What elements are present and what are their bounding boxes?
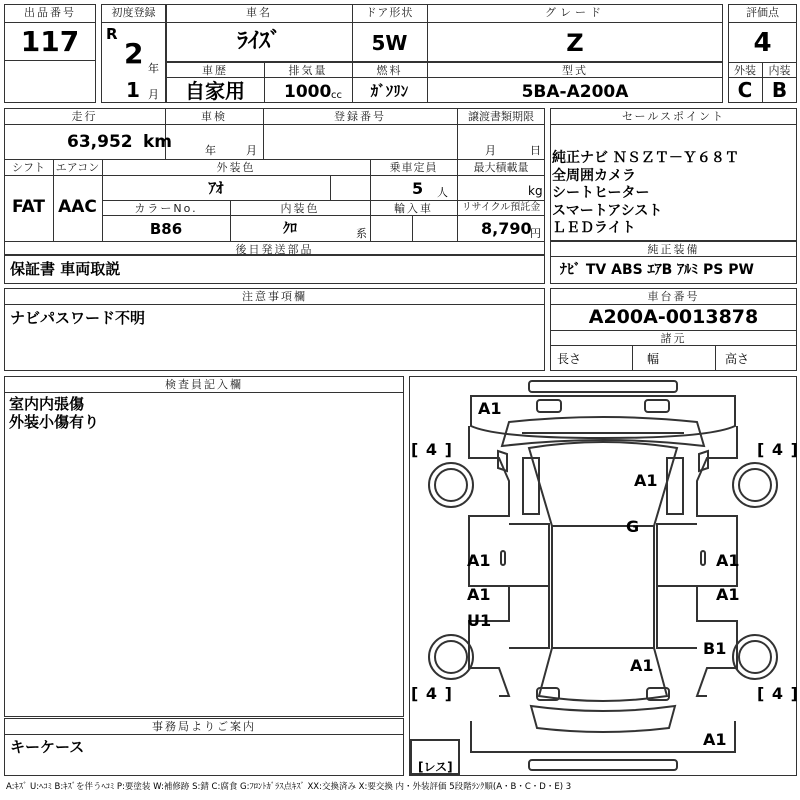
inspection-label: 車検 bbox=[201, 110, 227, 123]
year-unit: 年 bbox=[148, 62, 159, 75]
office-text: キーケース bbox=[10, 738, 85, 756]
lot-number: 117 bbox=[20, 25, 80, 58]
ext-color-label: 外装色 bbox=[216, 161, 256, 174]
reg-month: 1 bbox=[126, 78, 140, 102]
import-label: 輸入車 bbox=[394, 202, 433, 215]
height-label: 高さ bbox=[725, 352, 750, 366]
damage-mark-left-front-door: A1 bbox=[467, 551, 491, 570]
fuel-label: 燃料 bbox=[376, 64, 403, 77]
reg-no-label: 登録番号 bbox=[334, 110, 386, 123]
car-name: ﾗｲｽﾞ bbox=[236, 29, 281, 54]
series-unit: 系 bbox=[356, 227, 367, 240]
sales-point-item: シートヒーター bbox=[552, 185, 650, 201]
tire-rear-right: [ 4 ] bbox=[757, 684, 799, 703]
reg-year: 2 bbox=[124, 37, 144, 70]
grade: Z bbox=[566, 29, 584, 57]
damage-mark-left-rear-door: A1 bbox=[467, 585, 491, 604]
aircon: AAC bbox=[58, 197, 97, 217]
seats-label: 乗車定員 bbox=[389, 161, 438, 174]
sales-point-item: スマートアシスト bbox=[552, 202, 663, 219]
car-diagram bbox=[409, 376, 797, 776]
sales-points-list bbox=[552, 150, 739, 238]
length-label: 長さ bbox=[557, 352, 582, 366]
history: 自家用 bbox=[185, 79, 245, 103]
later-parts-text: 保証書 車両取説 bbox=[10, 260, 121, 278]
color-no-label: カラーNo. bbox=[134, 202, 198, 215]
deadline-day-unit: 日 bbox=[530, 144, 541, 157]
shift: FAT bbox=[11, 197, 46, 217]
sales-point-item: 純正ナビ ＮＳＺＴ－Ｙ６８Ｔ bbox=[552, 150, 739, 166]
damage-mark-rear-bumper: A1 bbox=[703, 730, 727, 749]
exterior-label: 外装 bbox=[734, 64, 756, 77]
history-label: 車歴 bbox=[202, 64, 228, 77]
seats: 5 bbox=[412, 179, 424, 198]
month-unit: 月 bbox=[148, 88, 159, 101]
width-label: 幅 bbox=[647, 352, 660, 366]
max-load-label: 最大積載量 bbox=[473, 161, 529, 174]
chassis-label: 車台番号 bbox=[647, 290, 700, 303]
overall-score: 4 bbox=[753, 28, 772, 58]
insp-year-unit: 年 bbox=[205, 144, 216, 157]
aircon-label: エアコン bbox=[55, 161, 100, 174]
deadline-month-unit: 月 bbox=[485, 144, 496, 157]
interior-label: 内装 bbox=[768, 64, 791, 77]
damage-mark-trunk: A1 bbox=[630, 656, 654, 675]
sales-point-item: ＬＥＤライト bbox=[552, 220, 636, 236]
tire-front-left: [ 4 ] bbox=[411, 440, 453, 459]
tire-rear-left: [ 4 ] bbox=[411, 684, 453, 703]
car-name-label: 車名 bbox=[246, 6, 272, 19]
specs-label: 諸元 bbox=[660, 332, 687, 345]
inspector-label: 検査員記入欄 bbox=[165, 378, 243, 391]
color-no: B86 bbox=[149, 220, 183, 238]
notice-text: ナビパスワード不明 bbox=[10, 309, 146, 327]
door-type: 5W bbox=[371, 31, 408, 55]
damage-mark-right-rear-quarter: B1 bbox=[703, 639, 727, 658]
damage-mark-windshield: G bbox=[626, 517, 640, 536]
shift-label: シフト bbox=[12, 161, 45, 174]
recycle-label: リサイクル預託金 bbox=[461, 202, 541, 213]
legend: A:ｷｽﾞ U:ﾍｺﾐ B:ｷｽﾞを伴うﾍｺﾐ P:要塗装 W:補修跡 S:錆 C:腐食 G:ﾌﾛﾝﾄｶﾞﾗｽ点ｷｽﾞ XX:交換済み X:要交換 内・外装評価 5段階ﾗﾝｸ順(A・B・C・D・E) 3 bbox=[6, 782, 572, 792]
mileage-label: 走行 bbox=[71, 110, 98, 123]
int-color-label: 内装色 bbox=[280, 202, 320, 215]
spare-tire-label: [レス] bbox=[418, 760, 453, 774]
model-code: 5BA-A200A bbox=[521, 82, 629, 102]
recycle-amount: 8,790 bbox=[481, 219, 532, 238]
ext-color: ｱｵ bbox=[208, 179, 224, 197]
mileage: 63,952 bbox=[67, 132, 133, 152]
fuel: ｶﾞｿﾘﾝ bbox=[370, 82, 409, 100]
model-label: 型式 bbox=[562, 64, 588, 77]
era-label: R bbox=[106, 25, 118, 43]
sales-point-item: 全周囲カメラ bbox=[552, 167, 636, 184]
damage-mark-front-bumper: A1 bbox=[478, 399, 502, 418]
cc-unit: cc bbox=[331, 90, 342, 101]
yen-unit: 円 bbox=[530, 227, 541, 240]
factory-equip-label: 純正装備 bbox=[647, 243, 700, 256]
factory-equipment: ﾅﾋﾞ TV ABS ｴｱB ｱﾙﾐ PS PW bbox=[560, 262, 754, 278]
insp-month-unit: 月 bbox=[246, 144, 257, 157]
notice-label: 注意事項欄 bbox=[242, 290, 307, 303]
tire-front-right: [ 4 ] bbox=[757, 440, 799, 459]
kg-unit: kg bbox=[528, 184, 543, 198]
displacement: 1000 bbox=[284, 82, 332, 102]
damage-mark-right-rear-door: A1 bbox=[716, 585, 740, 604]
exterior-grade: C bbox=[737, 78, 753, 102]
damage-mark-left-rear-quarter: U1 bbox=[467, 611, 492, 630]
later-parts-label: 後日発送部品 bbox=[235, 243, 314, 256]
damage-mark-right-front-door: A1 bbox=[716, 551, 740, 570]
interior-grade: B bbox=[771, 78, 788, 102]
lot-label: 出品番号 bbox=[24, 6, 76, 19]
office-label: 事務局よりご案内 bbox=[152, 720, 256, 733]
int-color: ｸﾛ bbox=[283, 221, 297, 237]
damage-mark-hood: A1 bbox=[634, 471, 658, 490]
deadline-label: 譲渡書類期限 bbox=[468, 110, 534, 123]
inspector-notes bbox=[9, 395, 99, 431]
grade-label: グレード bbox=[545, 6, 605, 19]
displacement-label: 排気量 bbox=[288, 64, 328, 77]
person-unit: 人 bbox=[437, 186, 448, 199]
score-label: 評価点 bbox=[746, 6, 779, 19]
inspector-note: 室内内張傷 bbox=[9, 395, 85, 413]
inspector-note: 外装小傷有り bbox=[9, 413, 100, 431]
first-reg-label: 初度登録 bbox=[111, 6, 156, 19]
door-label: ドア形状 bbox=[365, 6, 414, 19]
sales-point-label: セールスポイント bbox=[621, 110, 725, 123]
chassis-number: A200A-0013878 bbox=[588, 306, 759, 328]
km-unit: km bbox=[143, 132, 173, 152]
